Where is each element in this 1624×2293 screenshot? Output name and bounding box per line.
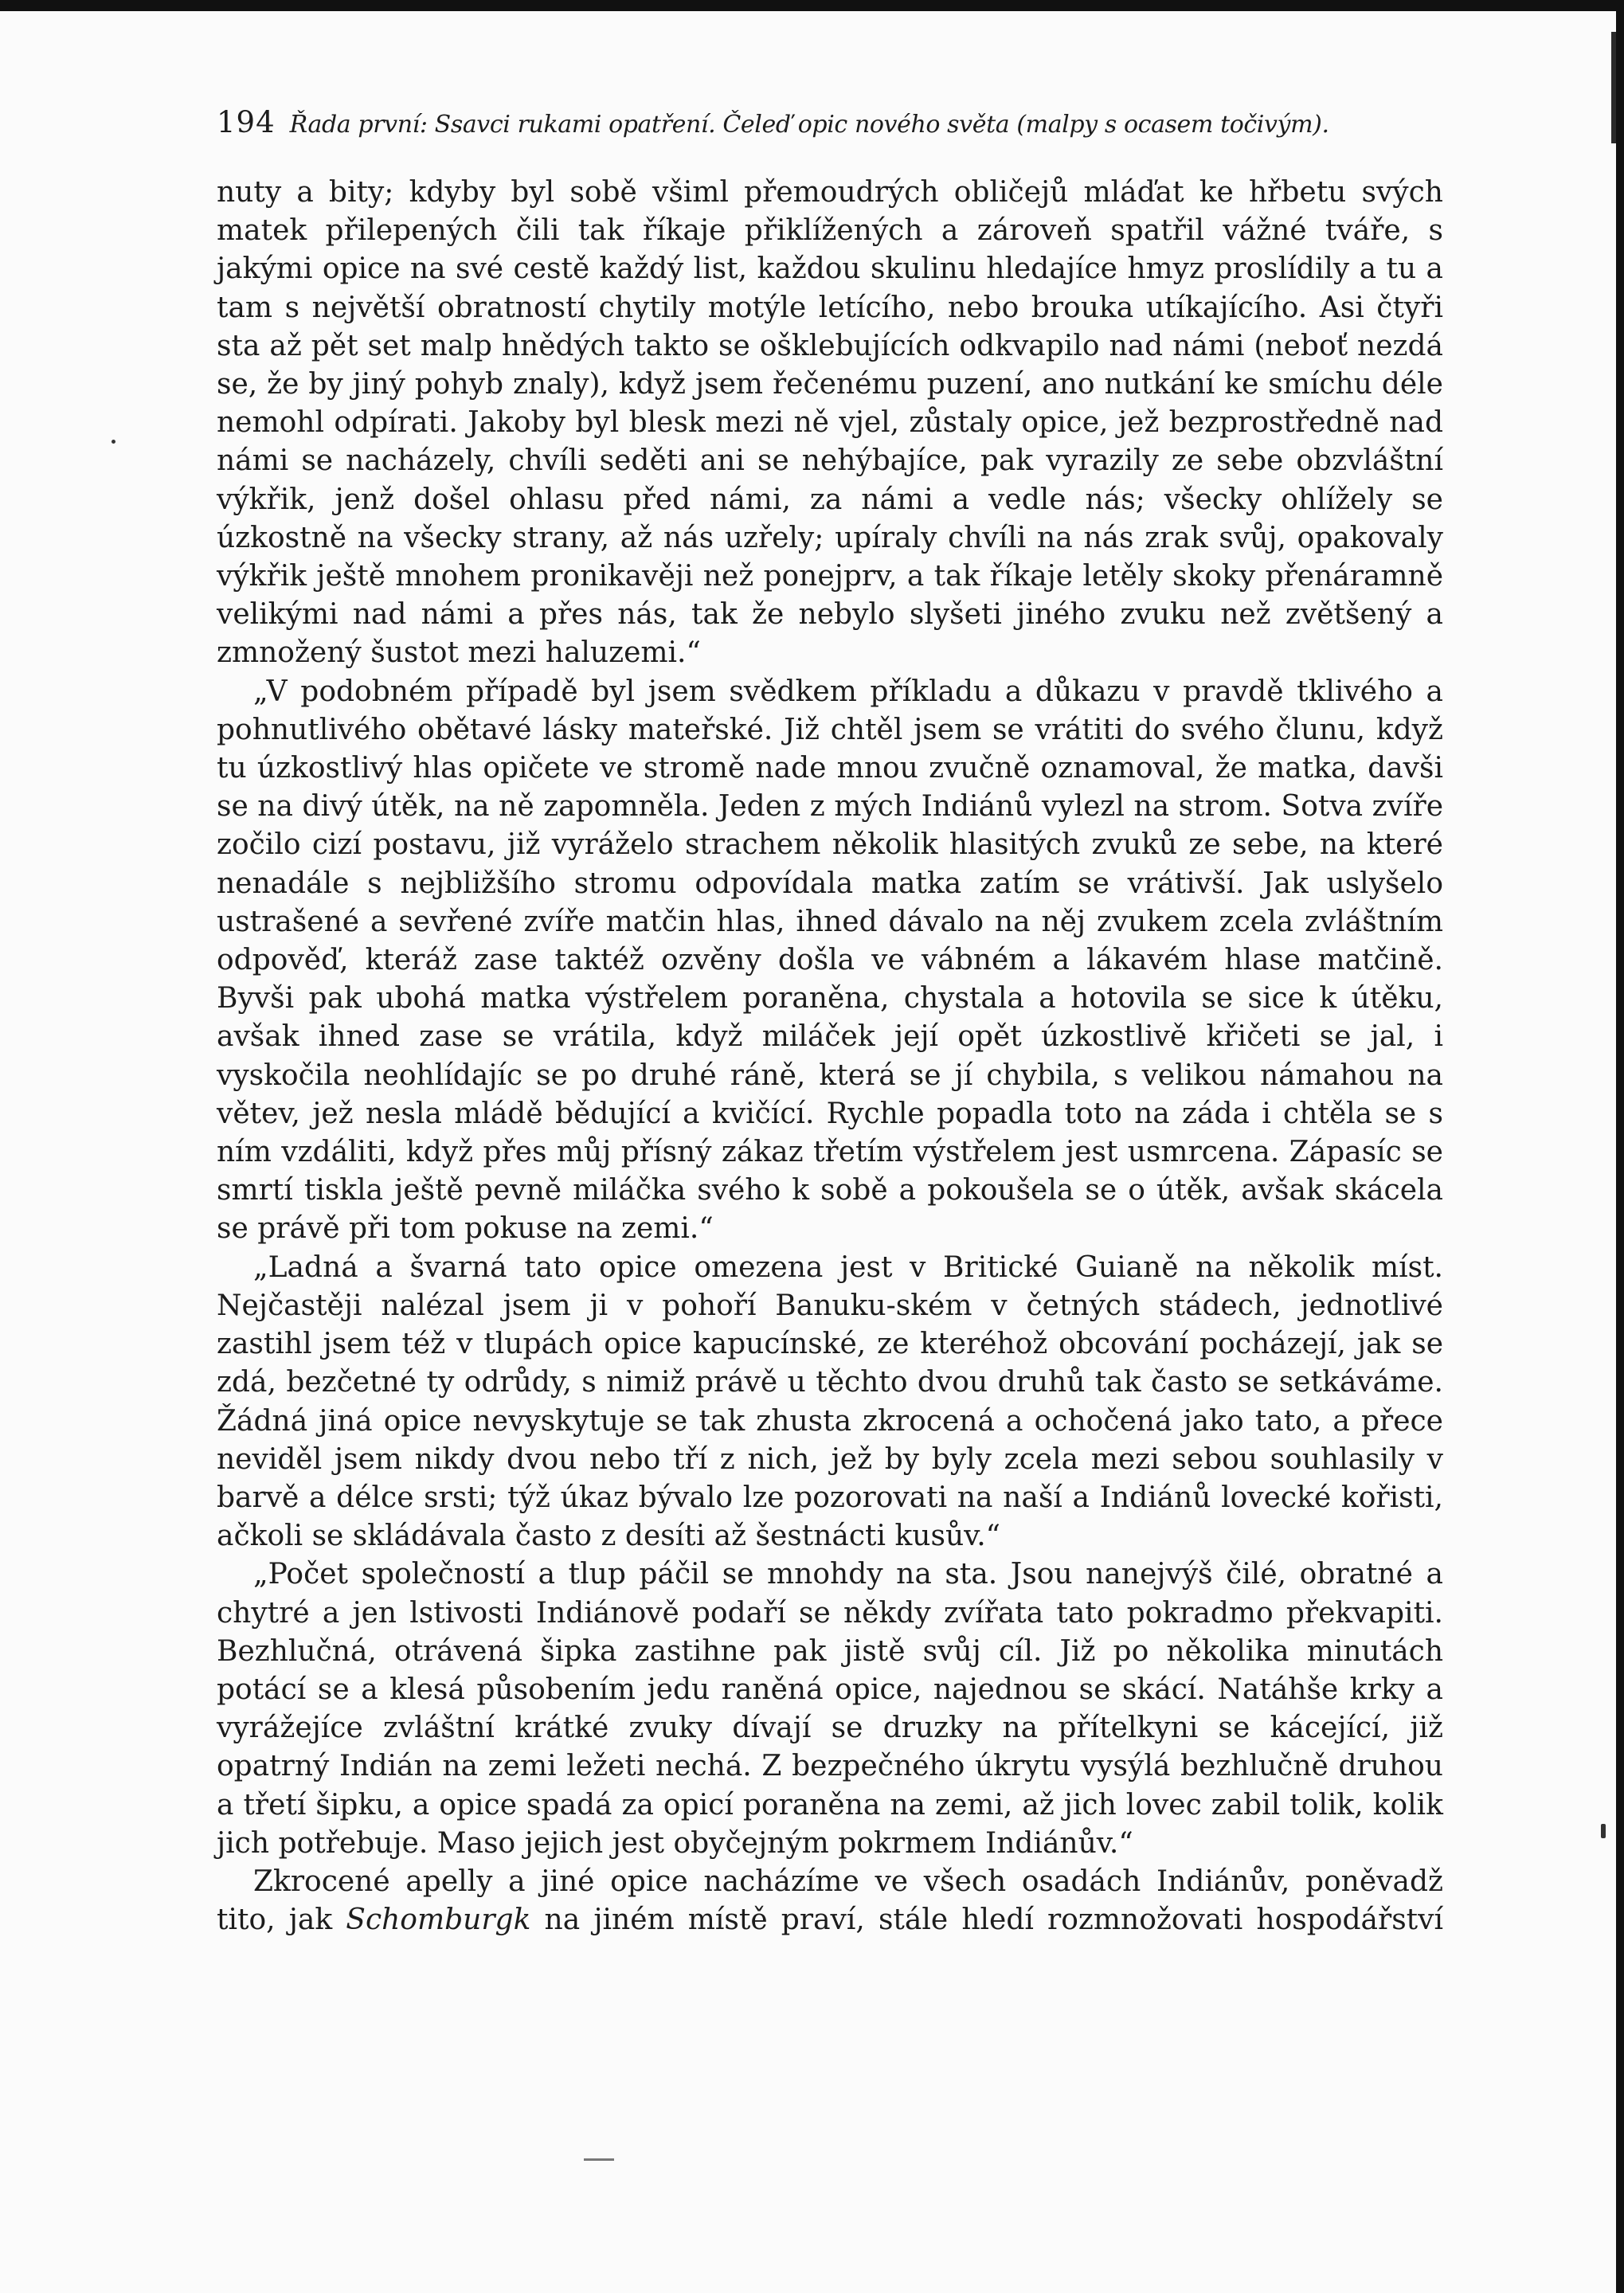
paragraph-1: nuty a bity; kdyby byl sobě všiml přemoudrých obličejů mláďat ke hřbetu svých matek přilepených čili tak říkaje přiklížených a zároveň spatřil vážné tváře, s jakými opice na své cestě každý list, každou skulinu hledajíce hmyz proslídily a tu a tam s největší obratností chytily motýle letícího, nebo brouka utíkajícího. Asi čtyři sta až pět set malp hnědých takto se ošklebujících odkvapilo nad námi (neboť nezdá se, že by jiný pohyb znaly), když jsem řečenému puzení, ano nutkání ke smíchu déle nemohl odpírati. Jakoby byl blesk mezi ně vjel, zůstaly opice, jež bezprostředně nad námi se nacházely, chvíli seděti ani se nehýbajíce, pak vyrazily ze sebe obzvláštní výkřik, jenž došel ohlasu před námi, za námi a vedle nás; všecky ohlížely se úzkostně na všecky strany, až nás uzřely; upíraly chvíli na nás zrak svůj, opakovaly výkřik ještě mnohem pronikavěji než ponejprv, a tak říkaje letěly skoky přenáramně velikými nad námi a přes nás, tak že nebylo slyšeti jiného zvuku než zvětšený a zmnožený šustot mezi haluzemi.“ <box>217 176 1443 670</box>
running-head-text: Řada první: Ssavci rukami opatření. Čeleď opic nového světa (malpy s ocasem točivým). <box>289 111 1329 139</box>
paragraph-2: „V podobném případě byl jsem svědkem příkladu a důkazu v pravdě tklivého a pohnutlivého obětavé lásky mateřské. Již chtěl jsem se vrátiti do svého člunu, když tu úzkostlivý hlas opičete ve stromě nade mnou zvučně oznamoval, že matka, davši se na divý útěk, na ně zapomněla. Jeden z mých Indiánů vylezl na strom. Sotva zvíře zočilo cizí postavu, již vyráželo strachem několik hlasitých zvuků ze sebe, na které nenadále s nejbližšího stromu odpovídala matka zatím se vrátivší. Jak uslyšelo ustrašené a sevřené zvíře matčin hlas, ihned dávalo na něj zvukem zcela zvláštním odpověď, kteráž zase taktéž ozvěny došla ve vábném a lákavém hlase matčině. Byvši pak ubohá matka výstřelem poraněna, chystala a hotovila se sice k útěku, avšak ihned zase se vrátila, když miláček její opět úzkostlivě křičeti se jal, i vyskočila neohlídajíc se po druhé ráně, která se jí chybila, s velikou námahou na větev, jež nesla mládě bědující a kvičící. Rychle popadla toto na záda i chtěla se s ním vzdáliti, když přes můj přísný zákaz třetím výstřelem jest usmrcena. Zápasíc se smrtí tiskla ještě pevně miláčka svého k sobě a pokoušela se o útěk, avšak skácela se právě při tom pokuse na zemi.“ <box>217 675 1443 1246</box>
paragraph-3: „Ladná a švarná tato opice omezena jest v Britické Guianě na několik míst. Nejčastěji nalézal jsem ji v pohoří Banuku-ském v četných stádech, jednotlivé zastihl jsem též v tlupách opice kapucínské, ze kteréhož obcování pocházejí, jak se zdá, bezčetné ty odrůdy, s nimiž právě u těchto dvou druhů tak často se setkáváme. Žádná jiná opice nevyskytuje se tak zhusta zkrocená a ochočená jako tato, a přece neviděl jsem nikdy dvou nebo tří z nich, jež by byly zcela mezi sebou souhlasily v barvě a délce srsti; týž úkaz bývalo lze pozorovati na naší a Indiánů lovecké kořisti, ačkoli se skládávala často z desíti až šestnácti kusův.“ <box>217 1250 1443 1553</box>
running-head <box>217 102 1443 143</box>
page-number: 194 <box>217 105 276 139</box>
paragraph-5 <box>217 1863 1443 1939</box>
paragraph-5-end: na jiném místě praví, stále hledí rozmnožovati hospodářství <box>530 1904 1443 1937</box>
body-text <box>217 174 1443 1939</box>
scan-top-border <box>0 0 1624 11</box>
paragraph-5-start: Zkrocené apelly a jiné opice nacházíme ve všech osadách Indiánův, poněvadž tito, jak <box>217 1865 1443 1937</box>
paragraph-4: „Počet společností a tlup páčil se mnohdy na sta. Jsou nanejvýš čilé, obratné a chytré a jen lstivosti Indiánově podaří se někdy zvířata tato pokradmo překvapiti. Bezhlučná, otrávená šipka zastihne pak jistě svůj cíl. Již po několika minutách potácí se a klesá působením jedu raněná opice, najednou se skácí. Natáhše krky a vyrážejíce zvláštní krátké zvuky dívají se druzky na přítelkyni se kácející, již opatrný Indián na zemi ležeti nechá. Z bezpečného úkrytu vysýlá bezhlučně druhou a třetí šipku, a opice spadá za opicí poraněna na zemi, až jich lovec zabil tolik, kolik jich potřebuje. Maso jejich jest obyčejným pokrmem Indiánův.“ <box>217 1558 1443 1860</box>
page-content <box>217 102 1443 1939</box>
margin-speck <box>112 440 115 444</box>
author-name-italic: Schomburgk <box>346 1904 531 1937</box>
margin-mark <box>1601 1824 1606 1838</box>
scan-right-border <box>1616 0 1624 2293</box>
scan-right-border-shadow <box>1611 32 1616 143</box>
bottom-dash <box>584 2158 614 2161</box>
